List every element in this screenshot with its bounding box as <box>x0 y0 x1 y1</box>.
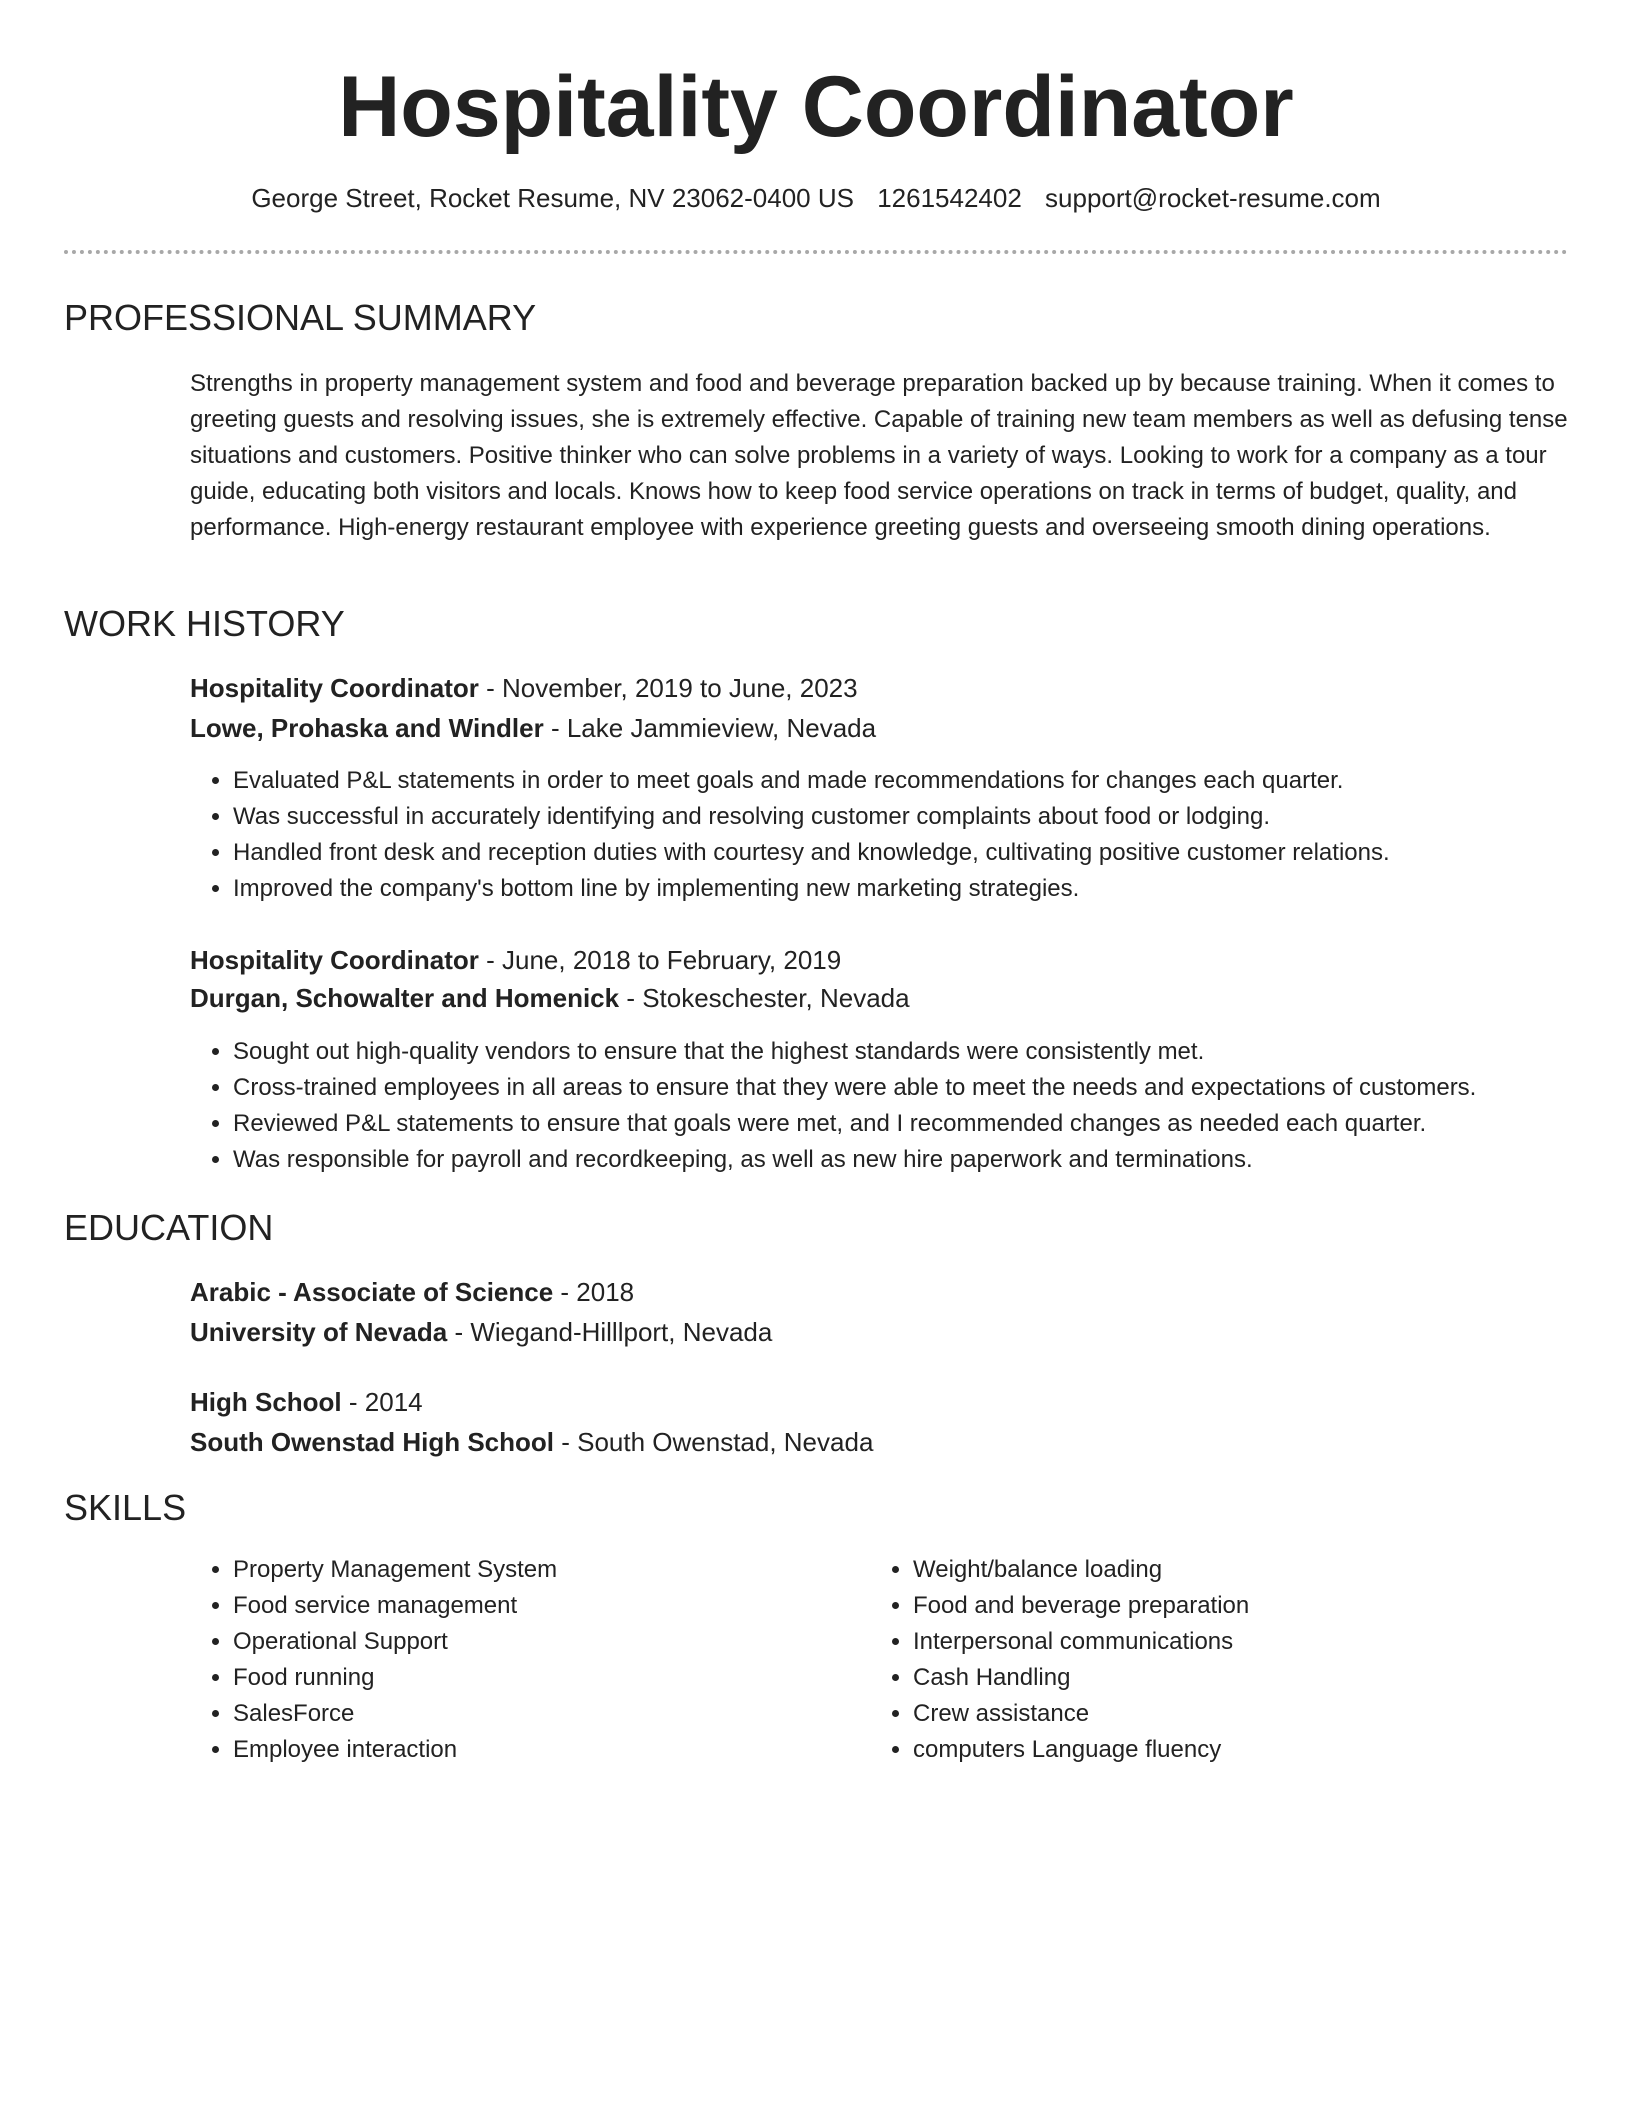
summary-text: Strengths in property management system and food and beverage preparation backed up by because training. When it comes to greeting guests and resolving issues, she is extremely effective. Capable of training new team members as well as defusing tense situations and customers. Positive thinker who can solve problems in a variety of ways. Looking to work for a company as a tour guide, educating both visitors and locals. Knows how to keep food service operations on track in terms of budget, quality, and performance. High-energy restaurant employee with experience greeting guests and overseeing smooth dining operations. <box>190 370 1568 541</box>
education-2-degree: High School <box>190 1387 342 1417</box>
list-item: • Improved the company's bottom line by implementing new marketing strategies. <box>233 871 1390 907</box>
job-2-location: - Stokeschester, Nevada <box>619 983 910 1013</box>
education-2-year: - 2014 <box>341 1387 423 1417</box>
contact-line <box>0 180 1632 216</box>
education-1-location: - Wiegand-Hilllport, Nevada <box>447 1317 773 1347</box>
list-item: • Handled front desk and reception duties with courtesy and knowledge, cultivating positive customer relations. <box>233 835 1390 871</box>
education-2-school-line <box>190 1424 873 1460</box>
skill-item: • Operational Support <box>233 1624 833 1660</box>
job-1-location: - Lake Jammieview, Nevada <box>543 713 877 743</box>
contact-phone: 1261542402 <box>877 183 1022 213</box>
job-1-company-line <box>190 710 876 746</box>
contact-email: support@rocket-resume.com <box>1045 183 1381 213</box>
section-title-skills: SKILLS <box>64 1487 187 1528</box>
skill-item: • SalesForce <box>233 1696 833 1732</box>
job-1-bullets <box>190 763 1390 907</box>
job-2-company-line <box>190 980 910 1016</box>
skill-item: • Interpersonal communications <box>913 1624 1513 1660</box>
education-1-year: - 2018 <box>553 1277 635 1307</box>
section-title-summary: PROFESSIONAL SUMMARY <box>64 297 537 338</box>
education-1-school: University of Nevada <box>190 1317 448 1347</box>
job-1-role: Hospitality Coordinator <box>190 673 479 703</box>
job-2-role: Hospitality Coordinator <box>190 945 479 975</box>
skill-item: • Property Management System <box>233 1552 833 1588</box>
education-2-school: South Owenstad High School <box>190 1427 554 1457</box>
job-2-title-line <box>190 942 841 978</box>
skills-list-right <box>870 1552 1513 1768</box>
list-item: • Sought out high-quality vendors to ensure that the highest standards were consistently met. <box>233 1034 1476 1070</box>
skill-item: • Weight/balance loading <box>913 1552 1513 1588</box>
job-2-bullets <box>190 1034 1476 1178</box>
skill-item: • Food service management <box>233 1588 833 1624</box>
education-1-degree-line <box>190 1274 634 1310</box>
education-1-degree: Arabic - Associate of Science <box>190 1277 554 1307</box>
list-item: • Reviewed P&L statements to ensure that goals were met, and I recommended changes as needed each quarter. <box>233 1106 1476 1142</box>
job-1-dates: - November, 2019 to June, 2023 <box>478 673 858 703</box>
skill-item: • Food and beverage preparation <box>913 1588 1513 1624</box>
section-title-work-history: WORK HISTORY <box>64 603 345 644</box>
job-1-company: Lowe, Prohaska and Windler <box>190 713 544 743</box>
job-2-company: Durgan, Schowalter and Homenick <box>190 983 620 1013</box>
header-divider <box>64 250 1568 254</box>
skill-item: • Crew assistance <box>913 1696 1513 1732</box>
education-2-degree-line <box>190 1384 423 1420</box>
contact-address: George Street, Rocket Resume, NV 23062-0400 US <box>251 183 854 213</box>
list-item: • Cross-trained employees in all areas to ensure that they were able to meet the needs and expectations of customers. <box>233 1070 1476 1106</box>
list-item: • Was successful in accurately identifying and resolving customer complaints about food or lodging. <box>233 799 1390 835</box>
skills-list-left <box>190 1552 833 1768</box>
skill-item: • Cash Handling <box>913 1660 1513 1696</box>
skill-item: • Employee interaction <box>233 1732 833 1768</box>
skill-item: • Food running <box>233 1660 833 1696</box>
skill-item: • computers Language fluency <box>913 1732 1513 1768</box>
education-1-school-line <box>190 1314 772 1350</box>
job-2-dates: - June, 2018 to February, 2019 <box>478 945 842 975</box>
resume-name: Hospitality Coordinator <box>338 59 1294 155</box>
section-title-education: EDUCATION <box>64 1207 274 1248</box>
job-1-title-line <box>190 670 858 706</box>
list-item: • Was responsible for payroll and recordkeeping, as well as new hire paperwork and terminations. <box>233 1142 1476 1178</box>
education-2-location: - South Owenstad, Nevada <box>554 1427 874 1457</box>
list-item: • Evaluated P&L statements in order to meet goals and made recommendations for changes each quarter. <box>233 763 1390 799</box>
